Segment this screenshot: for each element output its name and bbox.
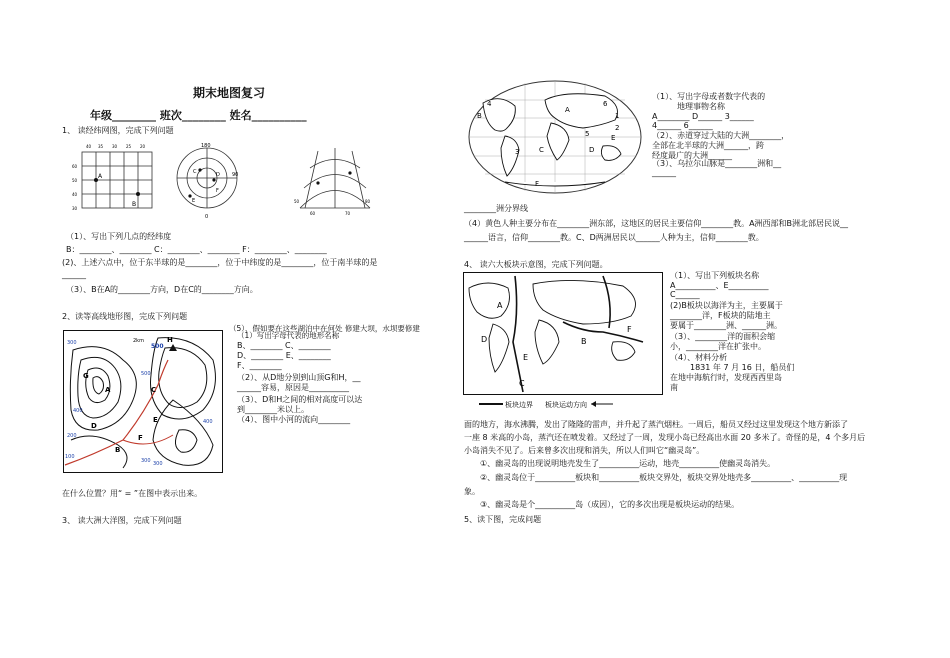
legend-boundary: 板块边界 xyxy=(505,401,533,409)
story-q3: ③、幽灵岛是个__________岛（成因），它的多次出现是板块运动的结果。 xyxy=(480,500,740,509)
q2-heading: 2、读等高线地形图，完成下列问题 xyxy=(62,312,188,321)
map-q1-blanks2: 4______ 6______ xyxy=(652,121,713,130)
q5-heading: 5、读下图，完成问题 xyxy=(464,515,542,524)
map-q1: （1）、写出字母或者数字代表的 xyxy=(652,92,766,101)
world-letter: F xyxy=(535,180,540,188)
map-q3: （3）、乌拉尔山脉是________洲和__ xyxy=(652,159,782,168)
q4-heading: 4、 读六大板块示意图，完成下列问题。 xyxy=(464,260,608,269)
polar-label: D xyxy=(216,172,220,178)
q2-1-blank: F、________ xyxy=(237,361,282,370)
plate-letter: A xyxy=(497,301,503,310)
q2-2: （2）、从D地分别到山顶G和H，__ xyxy=(237,373,361,382)
grid-tick: 20 xyxy=(140,144,146,149)
grid-tick: 30 xyxy=(112,144,118,149)
q2-5: （5）、假如要在这些湖泊中在何处 修建大坝，水坝要修建 xyxy=(229,324,420,333)
map-q4b: ______语言，信仰________教。C、D两洲居民以______人种为主，信仰________教。 xyxy=(464,233,764,242)
plate-letter: C xyxy=(519,379,525,388)
plate-q1: （1）、写出下列板块名称 xyxy=(670,271,760,280)
world-letter: C xyxy=(539,146,544,154)
grid-tick: 60 xyxy=(72,164,78,169)
q1-2: (2)、上述六点中，位于东半球的是________，位于中纬度的是________，位于南半球的是 xyxy=(62,258,378,267)
plate-letter: F xyxy=(627,325,632,334)
story-line-3: 小岛消失不见了。后来曾多次出现和消失，所以人们叫它“幽灵岛”。 xyxy=(464,446,705,455)
contour-map-figure xyxy=(63,330,223,473)
plate-q1b: C______ xyxy=(670,290,700,299)
polar-label: 180 xyxy=(201,143,211,149)
grid-point-label: B xyxy=(132,201,137,208)
q3-heading: 3、 读大洲大洋图，完成下列问题 xyxy=(62,516,182,525)
plate-letter: D xyxy=(481,335,488,344)
story-line-1: 面的地方，海水沸腾，发出了隆隆的雷声，并升起了蒸汽烟柱。一周后，船员又经过这里发现这个地方新添了 xyxy=(464,420,848,429)
plate-q4c: 在地中海航行时，发现西西里岛 xyxy=(670,373,782,382)
grid-tick: 40 xyxy=(72,192,78,197)
legend-motion: 板块运动方向 xyxy=(545,401,587,409)
polar-label: 90 xyxy=(232,172,239,178)
map-q1b: 地理事物名称 xyxy=(677,102,725,111)
fan-grid-figure xyxy=(290,143,380,218)
world-letter: B xyxy=(477,112,482,120)
plate-q4: （4）、材料分析 xyxy=(670,353,728,362)
world-letter: A xyxy=(565,106,570,114)
student-header: 年级________ 班次________ 姓名__________ xyxy=(90,109,307,122)
q1-heading: 1、 读经纬网图，完成下列问题 xyxy=(62,126,174,135)
world-letter: E xyxy=(611,134,616,142)
q2-5b: 在什么位置？用“ = ”在图中表示出来。 xyxy=(62,489,203,498)
map-q1-blanks: A________ D______ 3______ xyxy=(652,112,754,121)
map-q4: （4）黄色人种主要分布在________洲东部，这地区的居民主要信仰________教。A洲西部和B洲北部居民说__ xyxy=(464,219,849,228)
polar-label: F xyxy=(216,188,219,194)
world-letter: D xyxy=(589,146,595,154)
plates-map-figure xyxy=(463,272,663,412)
q2-1: （1）写出字母代表的地形名称 xyxy=(237,331,340,340)
contour-elev: 300 xyxy=(141,458,151,464)
contour-letter: F xyxy=(138,434,143,442)
fan-label: 80 xyxy=(365,199,371,204)
story-q2b: 象。 xyxy=(464,487,480,496)
contour-letter: A xyxy=(105,386,111,394)
q1-3: （3）、B在A的________方向，D在C的________方向。 xyxy=(66,285,258,294)
plate-q4b: 1831 年 7 月 16 日，船员们 xyxy=(690,363,795,372)
grid-tick: 40 xyxy=(86,144,92,149)
q2-3b: 到________米以上。 xyxy=(237,405,309,414)
contour-elev: 300 xyxy=(153,461,163,467)
grid-point-label: A xyxy=(98,173,103,180)
contour-elev: 400 xyxy=(203,419,213,425)
q2-1-blank: D、________ E、________ xyxy=(237,351,331,360)
plate-q2: (2)B板块以海洋为主，主要属于 xyxy=(670,301,783,310)
fan-label: 60 xyxy=(310,211,316,216)
contour-letter: E xyxy=(153,416,158,424)
map-q2b: 全部在北半球的大洲______，跨 xyxy=(652,141,764,150)
plate-q3: （3）、________洋的面积会缩 xyxy=(670,332,776,341)
q1-2-blank: ______ xyxy=(62,270,86,279)
contour-scale: 2km xyxy=(133,338,144,344)
world-number: 1 xyxy=(615,112,620,120)
world-map-figure xyxy=(465,78,645,196)
story-q2: ②、幽灵岛位于__________板块和__________板块交界处，板块交界处地壳多__________、__________现 xyxy=(480,473,848,482)
plate-q2c: 要属于________洲、______洲。 xyxy=(670,321,782,330)
contour-elev: 100 xyxy=(65,454,75,460)
world-number: 6 xyxy=(603,100,608,108)
contour-elev: 500 xyxy=(151,343,164,350)
q2-4: （4）、图中小河的流向________ xyxy=(237,415,351,424)
grid-tick: 25 xyxy=(126,144,132,149)
world-number: 3 xyxy=(515,148,520,156)
contour-elev: 200 xyxy=(67,433,77,439)
contour-letter: B xyxy=(115,446,121,454)
q2-3: （3）、D和H之间的相对高度可以达 xyxy=(237,395,363,404)
world-number: 4 xyxy=(487,100,492,108)
polar-label: C xyxy=(193,169,197,175)
polar-label: 0 xyxy=(205,214,209,220)
plate-q2b: ________洋，F板块的陆地主 xyxy=(670,311,771,320)
map-q2: （2）、赤道穿过大陆的大洲________， xyxy=(652,131,790,140)
grid-tick: 50 xyxy=(72,178,78,183)
contour-letter: G xyxy=(83,372,89,380)
plate-q4d: 南 xyxy=(670,383,678,392)
plate-q3b: 小，________洋在扩张中。 xyxy=(670,342,766,351)
polar-projection-figure xyxy=(170,140,245,222)
contour-letter: H xyxy=(167,336,173,344)
contour-elev: 400 xyxy=(73,408,83,414)
q1-1: （1）、写出下列几点的经纬度 xyxy=(66,232,172,241)
world-number: 2 xyxy=(615,124,620,132)
q2-1-blank: B、________ C、________ xyxy=(237,341,331,350)
world-number: 5 xyxy=(585,130,590,138)
plate-letter: B xyxy=(581,337,587,346)
contour-letter: D xyxy=(91,422,97,430)
contour-letter: C xyxy=(151,386,157,394)
page-title: 期末地图复习 xyxy=(193,86,266,100)
map-q3c: ________洲分界线 xyxy=(464,204,528,213)
q2-2b: ______容易，原因是__________ xyxy=(237,383,349,392)
contour-elev: 300 xyxy=(67,340,77,346)
fan-label: 50 xyxy=(294,199,300,204)
story-q1: ①、幽灵岛的出现说明地壳发生了__________运动，地壳__________使幽灵岛消失。 xyxy=(480,459,776,468)
plate-letter: E xyxy=(523,353,529,362)
grid-tick: 30 xyxy=(72,206,78,211)
map-q3b: ______ xyxy=(652,168,676,177)
q1-1-blanks: B：________、________ C：________、________ F：________、________ xyxy=(66,245,327,254)
story-line-2: 一座 8 米高的小岛，蒸汽还在喷发着。又经过了一周，发现小岛已经高出水面 20 多米了。奇怪的是，4 个多月后 xyxy=(464,433,866,442)
grid-tick: 35 xyxy=(98,144,104,149)
polar-label: E xyxy=(192,198,196,204)
contour-elev: 500 xyxy=(141,371,151,377)
plate-q1a: A__________、E__________ xyxy=(670,281,769,290)
lat-long-grid-figure xyxy=(70,140,160,215)
map-q2c: 经度最广的大洲______ xyxy=(652,151,732,160)
fan-label: 70 xyxy=(345,211,351,216)
